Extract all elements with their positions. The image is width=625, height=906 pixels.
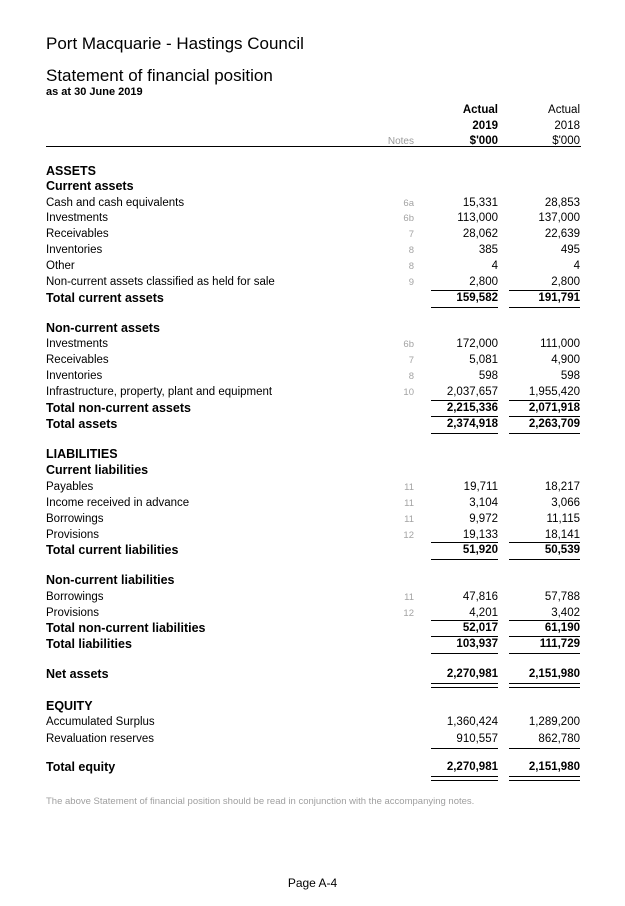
double-rule [431,776,498,781]
total-equity-row [0,761,625,777]
row-note: 7 [408,229,414,240]
subtotal-rule [431,542,498,543]
row-prior-value: 22,639 [544,228,580,240]
row-current-value: 385 [478,244,498,256]
row-prior-value: 11,115 [546,513,580,525]
row-prior-value: 1,955,420 [528,386,580,398]
row-label: Receivables [46,228,109,240]
total-rule [431,636,498,637]
row-current-value: 159,582 [456,292,498,304]
section-heading-assets [0,164,625,180]
section-heading-non-current-liabilities [0,573,625,589]
row-current-value: 2,270,981 [446,761,498,773]
row-label: Receivables [46,354,109,366]
row-label: Infrastructure, property, plant and equipment [46,386,273,398]
subtotal-rule [509,748,580,749]
footnote: The above Statement of financial position should be read in conjunction with the accompanying notes. [46,796,475,807]
prior-column-label: Actual [548,104,580,116]
row-current-value: 2,800 [469,276,498,288]
row-note: 12 [403,608,414,619]
row-label: Provisions [46,529,100,541]
row-prior-value: 4 [573,260,580,272]
row-prior-value: 2,800 [551,276,580,288]
row-prior-value: 191,791 [538,292,580,304]
section-heading-label: ASSETS [46,164,97,178]
row-label: Total current liabilities [46,543,179,557]
subtotal-rule [431,748,498,749]
row-prior-value: 1,289,200 [528,716,580,728]
row-prior-value: 18,217 [544,481,580,493]
section-heading-label: LIABILITIES [46,447,118,461]
prior-column-unit: $'000 [552,135,580,147]
row-label: Total non-current liabilities [46,621,206,635]
subtotal-rule [509,620,580,621]
row-current-value: 47,816 [462,591,498,603]
row-current-value: 28,062 [462,228,498,240]
row-label: Borrowings [46,591,104,603]
row-current-value: 2,215,336 [446,402,498,414]
row-label: Inventories [46,244,103,256]
subtotal-rule [431,290,498,291]
total-rule [431,559,498,560]
row-current-value: 598 [478,370,498,382]
total-row [0,292,625,308]
section-heading-label: Non-current liabilities [46,573,175,587]
row-prior-value: 50,539 [544,544,580,556]
subtotal-rule [431,620,498,621]
total-rule [509,433,580,434]
table-row [0,370,625,386]
row-note: 8 [408,261,414,272]
total-rule [509,416,580,417]
row-current-value: 2,037,657 [446,386,498,398]
total-rule [431,433,498,434]
row-prior-value: 3,402 [551,607,580,619]
row-prior-value: 2,151,980 [528,668,580,680]
total-rule [509,307,580,308]
row-note: 9 [408,277,414,288]
total-rule [431,307,498,308]
header-rule [46,146,581,147]
row-current-value: 9,972 [469,513,498,525]
section-heading-label: Non-current assets [46,321,160,335]
current-column-label: Actual [462,104,498,116]
section-heading-label: Current liabilities [46,463,149,477]
row-prior-value: 57,788 [544,591,580,603]
row-prior-value: 2,151,980 [528,761,580,773]
organization-name: Port Macquarie - Hastings Council [46,34,304,53]
row-label: Provisions [46,607,100,619]
section-heading-liabilities [0,447,625,463]
table-row [0,497,625,513]
row-current-value: 3,104 [469,497,498,509]
row-prior-value: 61,190 [544,622,580,634]
row-note: 8 [408,371,414,382]
table-row [0,481,625,497]
row-label: Inventories [46,370,103,382]
section-heading-label: Current assets [46,179,134,193]
row-prior-value: 598 [560,370,580,382]
total-rule [509,636,580,637]
section-heading-equity [0,699,625,715]
total-rule [431,653,498,654]
row-prior-value: 2,263,709 [528,418,580,430]
net-assets-row [0,668,625,684]
subtotal-rule [509,290,580,291]
row-label: Other [46,260,75,272]
row-current-value: 103,937 [456,638,498,650]
row-current-value: 172,000 [456,338,498,350]
row-prior-value: 28,853 [544,197,580,209]
total-row [0,418,625,434]
row-current-value: 19,711 [463,481,498,493]
row-current-value: 52,017 [462,622,498,634]
row-label: Investments [46,338,108,350]
row-note: 8 [408,245,414,256]
row-note: 12 [403,530,414,541]
subtotal-rule [509,400,580,401]
row-prior-value: 111,000 [540,338,580,350]
total-rule [509,653,580,654]
row-current-value: 4 [491,260,498,272]
row-current-value: 5,081 [469,354,498,366]
row-current-value: 4,201 [469,607,498,619]
page-number: Page A-4 [287,876,338,890]
section-heading-label: EQUITY [46,699,93,713]
subtotal-rule [509,542,580,543]
row-label: Borrowings [46,513,104,525]
section-heading-current-liabilities [0,463,625,479]
row-current-value: 15,331 [462,197,498,209]
row-label: Non-current assets classified as held for sale [46,276,275,288]
table-row [0,716,625,732]
row-label: Accumulated Surplus [46,716,155,728]
double-rule [431,683,498,688]
table-row [0,212,625,228]
row-label: Total current assets [46,291,164,305]
row-note: 11 [404,592,414,603]
row-label: Total assets [46,417,118,431]
double-rule [509,776,580,781]
row-label: Investments [46,212,108,224]
row-label: Income received in advance [46,497,190,509]
row-label: Total non-current assets [46,401,191,415]
row-note: 11 [404,498,414,509]
row-note: 10 [403,387,414,398]
total-row [0,544,625,560]
table-row [0,354,625,370]
notes-column-label: Notes [387,136,414,147]
row-current-value: 910,557 [456,733,498,745]
row-note: 11 [404,514,414,525]
row-prior-value: 862,780 [538,733,580,745]
section-heading-non-current-assets [0,321,625,337]
row-prior-value: 137,000 [538,212,580,224]
total-row [0,638,625,654]
current-column-unit: $'000 [469,135,498,147]
row-prior-value: 3,066 [551,497,580,509]
subtotal-rule [431,400,498,401]
table-row [0,244,625,260]
table-row [0,338,625,354]
row-label: Cash and cash equivalents [46,197,185,209]
row-label: Total liabilities [46,637,132,651]
row-note: 6b [403,213,414,224]
row-label: Total equity [46,760,116,774]
row-current-value: 51,920 [462,544,498,556]
double-rule [509,683,580,688]
current-column-year: 2019 [472,120,498,132]
row-prior-value: 495 [560,244,580,256]
prior-column-year: 2018 [554,120,580,132]
row-current-value: 2,374,918 [446,418,498,430]
row-label: Payables [46,481,94,493]
table-row [0,228,625,244]
total-rule [509,559,580,560]
row-label: Revaluation reserves [46,733,155,745]
row-prior-value: 4,900 [551,354,580,366]
total-rule [431,416,498,417]
row-note: 6b [403,339,414,350]
row-prior-value: 18,141 [544,529,580,541]
table-row [0,260,625,276]
row-current-value: 2,270,981 [446,668,498,680]
row-prior-value: 2,071,918 [528,402,580,414]
statement-title: Statement of financial position [46,66,273,85]
row-note: 7 [408,355,414,366]
table-row [0,513,625,529]
table-row [0,591,625,607]
row-current-value: 19,133 [462,529,498,541]
section-heading-current-assets [0,179,625,195]
row-note: 6a [403,198,414,209]
row-current-value: 1,360,424 [446,716,498,728]
row-current-value: 113,000 [457,212,498,224]
table-row [0,733,625,749]
row-label: Net assets [46,667,109,681]
statement-date: as at 30 June 2019 [46,86,143,98]
row-prior-value: 111,729 [539,638,580,650]
row-note: 11 [404,482,414,493]
table-row [0,197,625,213]
